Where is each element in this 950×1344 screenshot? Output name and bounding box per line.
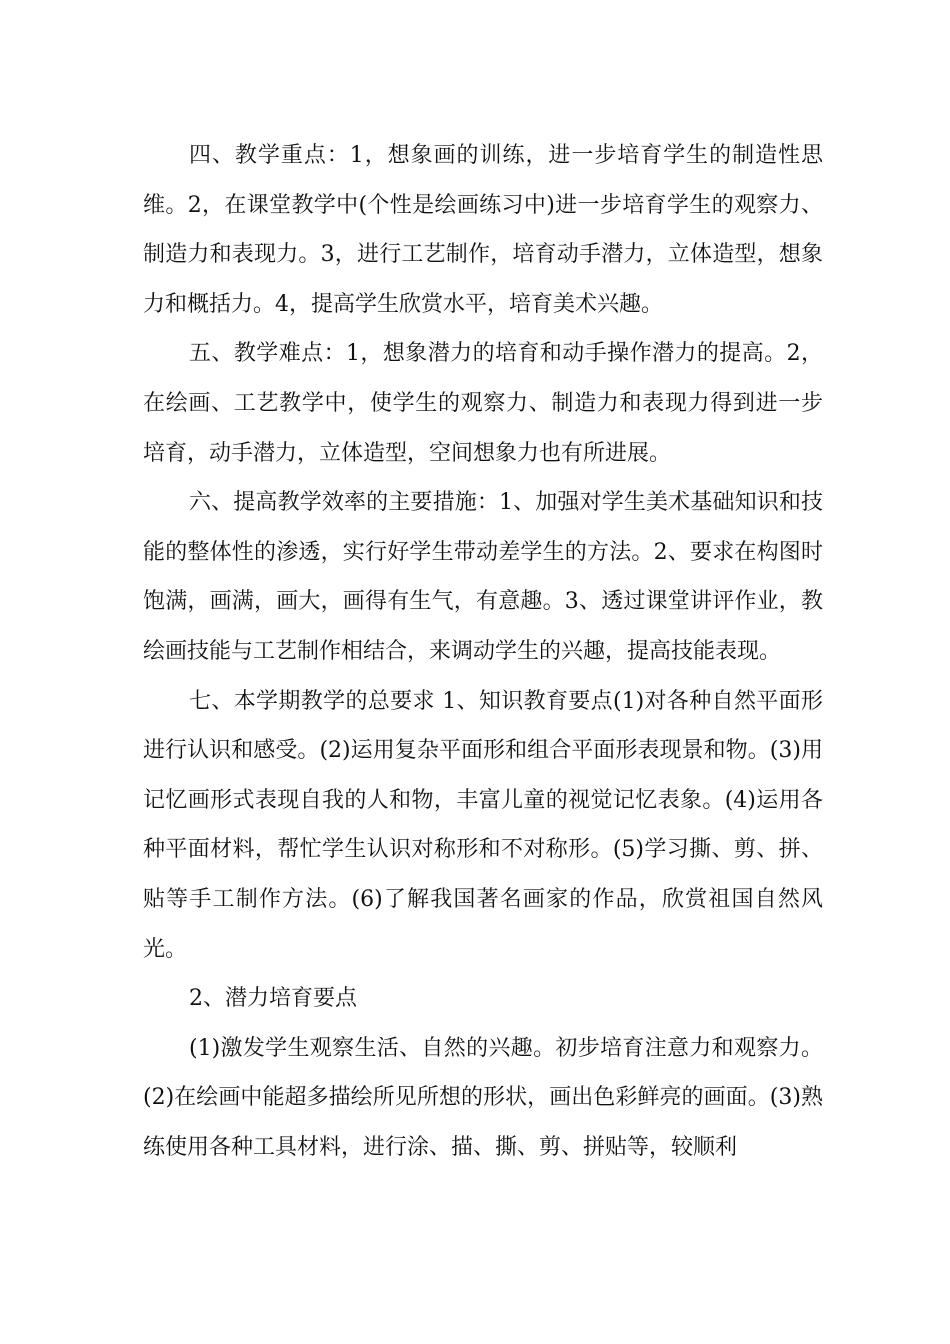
paragraph-teaching-difficulty: 五、教学难点：1，想象潜力的培育和动手操作潜力的提高。2，在绘画、工艺教学中，使学生的观察力、制造力和表现力得到进一步培育，动手潜力，立体造型，空间想象力也有所进展。 bbox=[143, 341, 823, 466]
paragraph-ability-heading: 2、潜力培育要点 bbox=[189, 986, 357, 1012]
paragraph-ability-points: (1)激发学生观察生活、自然的兴趣。初步培育注意力和观察力。(2)在绘画中能超多描绘所见所想的形状，画出色彩鲜亮的画面。(3)熟练使用各种工具材料，进行涂、描、撕、剪、拼贴等，较顺利 bbox=[143, 1035, 823, 1160]
paragraph-teaching-focus: 四、教学重点：1，想象画的训练，进一步培育学生的制造性思维。2，在课堂教学中(个性是绘画练习中)进一步培育学生的观察力、制造力和表现力。3，进行工艺制作，培育动手潜力，立体造型，想象力和概括力。4，提高学生欣赏水平，培育美术兴趣。 bbox=[143, 143, 823, 317]
document-body bbox=[143, 131, 823, 1172]
paragraph-efficiency-measures: 六、提高教学效率的主要措施：1、加强对学生美术基础知识和技能的整体性的渗透，实行好学生带动差学生的方法。2、要求在构图时饱满，画满，画大，画得有生气，有意趣。3、透过课堂讲评作业，教绘画技能与工艺制作相结合，来调动学生的兴趣，提高技能表现。 bbox=[143, 490, 823, 664]
paragraph-semester-requirements: 七、本学期教学的总要求 1、知识教育要点(1)对各种自然平面形进行认识和感受。(2)运用复杂平面形和组合平面形表现景和物。(3)用记忆画形式表现自我的人和物，丰富儿童的视觉记忆表象。(4)运用各种平面材料，帮忙学生认识对称形和不对称形。(5)学习撕、剪、拼、贴等手工制作方法。(6)了解我国著名画家的作品，欣赏祖国自然风光。 bbox=[143, 688, 823, 962]
